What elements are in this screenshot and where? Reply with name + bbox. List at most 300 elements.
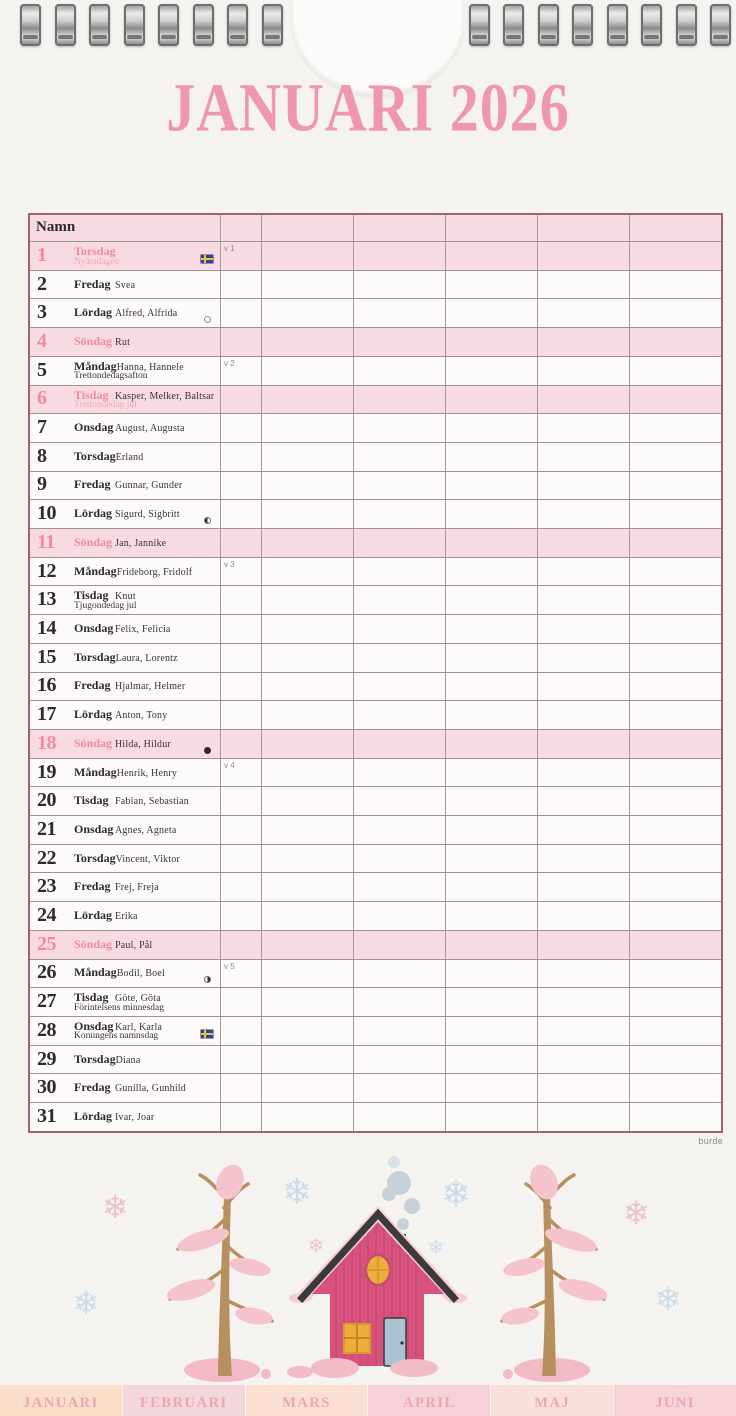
entry-cell: [629, 1046, 721, 1074]
day-text-line: [74, 736, 198, 751]
entry-cell: [537, 673, 629, 701]
spiral-loop: [503, 4, 524, 46]
entry-cell: [629, 931, 721, 959]
day-cell: [30, 644, 220, 672]
entry-cell: [445, 902, 537, 930]
entry-cell: [537, 242, 629, 270]
entry-cell: [353, 615, 445, 643]
day-note: Tjugondedag jul: [74, 600, 137, 611]
entry-cell: [353, 414, 445, 442]
day-number: 11: [37, 530, 55, 553]
entry-cell: [537, 988, 629, 1016]
entry-cell: [537, 271, 629, 299]
entry-cell: [445, 242, 537, 270]
entry-cell: [445, 586, 537, 614]
entry-cell: [261, 759, 353, 787]
spiral-loop: [676, 4, 697, 46]
entry-cell: [537, 357, 629, 385]
day-text-line: [74, 707, 198, 722]
weekday-label: Tisdag: [74, 387, 109, 402]
month-tab-label: MARS: [282, 1395, 331, 1411]
name-days: Karl, Karla: [115, 1021, 163, 1033]
week-cell: [220, 988, 261, 1016]
names-header-cell: [30, 215, 220, 241]
week-cell: [220, 529, 261, 557]
weekday-label: Lördag: [74, 305, 113, 320]
calendar-row-day-7: [30, 413, 721, 442]
entry-cell: [629, 673, 721, 701]
day-number: 2: [37, 272, 47, 295]
calendar-table: [28, 213, 723, 1133]
entry-cell: [261, 386, 353, 414]
spiral-loop: [262, 4, 283, 46]
entry-cell: [445, 472, 537, 500]
day-number: 25: [37, 932, 56, 955]
entry-cell: [537, 701, 629, 729]
week-cell: [220, 472, 261, 500]
entry-cell: [353, 759, 445, 787]
entry-cell: [261, 816, 353, 844]
entry-cell: [537, 500, 629, 528]
week-number: v 1: [224, 244, 235, 253]
calendar-row-day-9: [30, 471, 721, 500]
name-days: Knut: [115, 591, 136, 603]
name-days: Gunilla, Gunhild: [115, 1083, 186, 1095]
entry-cell: [629, 529, 721, 557]
entry-cell: [353, 1074, 445, 1102]
week-cell: [220, 1017, 261, 1045]
calendar-row-day-29: [30, 1045, 721, 1074]
calendar-row-day-22: [30, 844, 721, 873]
entry-cell: [261, 1103, 353, 1131]
entry-cell: [629, 960, 721, 988]
week-cell: [220, 701, 261, 729]
entry-cell: [629, 816, 721, 844]
entry-cell: [537, 902, 629, 930]
entry-cell: [353, 816, 445, 844]
day-text-line: [74, 563, 198, 578]
weekday-label: Fredag: [74, 678, 111, 693]
calendar-row-day-31: [30, 1102, 721, 1131]
entry-cell: [261, 845, 353, 873]
entry-cell: [353, 845, 445, 873]
weekday-label: Fredag: [74, 477, 111, 492]
entry-cell: [261, 500, 353, 528]
name-days: Fabian, Sebastian: [115, 796, 189, 808]
calendar-row-day-10: [30, 499, 721, 528]
week-cell: [220, 1046, 261, 1074]
day-text-line: [74, 1109, 198, 1124]
weekday-label: Fredag: [74, 879, 111, 894]
calendar-row-day-11: [30, 528, 721, 557]
entry-cell: [537, 960, 629, 988]
spiral-loop: [710, 4, 731, 46]
weekday-label: Torsdag: [74, 244, 116, 258]
entry-cell: [629, 500, 721, 528]
entry-cell: [537, 644, 629, 672]
month-tab-label: APRIL: [403, 1395, 456, 1411]
week-cell: [220, 271, 261, 299]
day-note: Förintelsens minnesdag: [74, 1002, 164, 1013]
day-cell: [30, 1103, 220, 1131]
entry-cell: [537, 586, 629, 614]
entry-cell: [537, 816, 629, 844]
day-text-line: [74, 851, 198, 866]
week-cell: [220, 328, 261, 356]
entry-cell: [537, 414, 629, 442]
swedish-flag-icon: [201, 255, 213, 263]
day-text-line: [74, 276, 198, 291]
day-number: 15: [37, 645, 56, 668]
entry-cell: [353, 644, 445, 672]
calendar-row-day-14: [30, 614, 721, 643]
name-days: Anton, Tony: [115, 709, 168, 721]
week-cell: [220, 673, 261, 701]
spiral-loop: [55, 4, 76, 46]
entry-cell: [445, 730, 537, 758]
header-entry-cell: [537, 215, 629, 241]
entry-cell: [445, 443, 537, 471]
spiral-loop: [158, 4, 179, 46]
entry-cell: [445, 328, 537, 356]
calendar-row-day-30: [30, 1073, 721, 1102]
entry-cell: [629, 730, 721, 758]
svg-text:❄: ❄: [281, 1172, 313, 1213]
entry-cell: [353, 1103, 445, 1131]
day-number: 8: [37, 444, 47, 467]
day-number: 12: [37, 559, 56, 582]
entry-cell: [537, 1074, 629, 1102]
day-cell: [30, 873, 220, 901]
day-text-line: [74, 908, 198, 923]
entry-cell: [629, 902, 721, 930]
svg-text:❄: ❄: [101, 1188, 129, 1226]
entry-cell: [629, 845, 721, 873]
month-tabs: [0, 1385, 736, 1416]
entry-cell: [353, 529, 445, 557]
entry-cell: [629, 386, 721, 414]
entry-cell: [261, 586, 353, 614]
calendar-row-day-27: [30, 987, 721, 1016]
spiral-loop: [193, 4, 214, 46]
entry-cell: [261, 873, 353, 901]
week-cell: [220, 500, 261, 528]
entry-cell: [445, 1074, 537, 1102]
calendar-row-day-18: [30, 729, 721, 758]
weekday-label: Måndag: [74, 764, 117, 779]
name-days: Agnes, Agneta: [115, 824, 177, 836]
day-text-line: [74, 879, 198, 894]
spiral-loop: [227, 4, 248, 46]
entry-cell: [261, 1046, 353, 1074]
day-text-line: [74, 621, 198, 636]
name-days: Diana: [115, 1054, 141, 1066]
day-cell: [30, 529, 220, 557]
name-days: Hanna, Hannele: [116, 361, 184, 373]
calendar-row-day-19: [30, 758, 721, 787]
new-moon-icon: [204, 747, 211, 754]
day-number: 26: [37, 961, 56, 984]
entry-cell: [629, 443, 721, 471]
day-number: 24: [37, 904, 56, 927]
entry-cell: [629, 414, 721, 442]
entry-cell: [261, 1074, 353, 1102]
entry-cell: [629, 1103, 721, 1131]
week-cell: [220, 845, 261, 873]
week-cell: [220, 902, 261, 930]
entry-cell: [261, 328, 353, 356]
month-tab-april: [367, 1385, 490, 1416]
name-days: Paul, Pål: [115, 939, 153, 951]
entry-cell: [629, 299, 721, 327]
spiral-loop: [89, 4, 110, 46]
entry-cell: [353, 1017, 445, 1045]
entry-cell: [629, 787, 721, 815]
day-text-line: [74, 650, 198, 665]
entry-cell: [261, 730, 353, 758]
name-days: Felix, Felicia: [115, 623, 171, 635]
spiral-loop: [572, 4, 593, 46]
entry-cell: [629, 242, 721, 270]
month-tab-maj: [490, 1385, 613, 1416]
week-cell: [220, 357, 261, 385]
entry-cell: [629, 1017, 721, 1045]
entry-cell: [629, 328, 721, 356]
entry-cell: [537, 472, 629, 500]
name-days: Rut: [115, 336, 131, 348]
entry-cell: [261, 615, 353, 643]
entry-cell: [629, 271, 721, 299]
calendar-row-day-8: [30, 442, 721, 471]
entry-cell: [353, 787, 445, 815]
spiral-loop: [607, 4, 628, 46]
week-cell: [220, 816, 261, 844]
entry-cell: [537, 328, 629, 356]
day-text-line: [74, 449, 198, 464]
calendar-row-day-12: [30, 557, 721, 586]
day-note: Trettondedag jul: [74, 400, 137, 411]
entry-cell: [445, 529, 537, 557]
month-tab-label: FEBRUARI: [139, 1395, 228, 1411]
entry-cell: [445, 759, 537, 787]
entry-cell: [353, 328, 445, 356]
entry-cell: [629, 759, 721, 787]
day-note: Nyårsdagen: [74, 256, 120, 267]
entry-cell: [445, 701, 537, 729]
day-number: 17: [37, 703, 56, 726]
entry-cell: [261, 960, 353, 988]
table-header-row: [30, 215, 721, 241]
calendar-row-day-25: [30, 930, 721, 959]
weekday-label: Söndag: [74, 735, 113, 750]
entry-cell: [353, 271, 445, 299]
entry-cell: [537, 759, 629, 787]
full-moon-icon: [204, 316, 211, 323]
name-days: Hilda, Hildur: [115, 738, 171, 750]
entry-cell: [445, 1017, 537, 1045]
weekday-label: Söndag: [74, 333, 113, 348]
day-note: Trettondedagsafton: [74, 371, 148, 382]
entry-cell: [353, 386, 445, 414]
month-title: JANUARI 2026: [166, 69, 570, 146]
day-cell: [30, 1046, 220, 1074]
spiral-loop: [20, 4, 41, 46]
weekday-label: Lördag: [74, 1108, 113, 1123]
month-tab-label: MAJ: [534, 1395, 571, 1411]
calendar-row-day-13: [30, 585, 721, 614]
calendar-row-day-24: [30, 901, 721, 930]
day-number: 18: [37, 731, 56, 754]
month-tab-januari: [0, 1385, 122, 1416]
calendar-row-day-5: [30, 356, 721, 385]
svg-text:❄: ❄: [622, 1194, 650, 1232]
entry-cell: [353, 931, 445, 959]
entry-cell: [445, 673, 537, 701]
entry-cell: [445, 271, 537, 299]
weekday-label: Tisdag: [74, 793, 109, 808]
name-days: Erika: [115, 910, 138, 922]
weekday-label: Fredag: [74, 1080, 111, 1095]
day-text-line: [74, 305, 198, 320]
entry-cell: [353, 960, 445, 988]
weekday-label: Måndag: [74, 965, 117, 980]
name-days: Frideborg, Fridolf: [116, 566, 193, 578]
week-number: v 4: [224, 760, 235, 770]
entry-cell: [537, 873, 629, 901]
day-number: 10: [37, 502, 56, 525]
svg-text:❄: ❄: [428, 1237, 444, 1259]
entry-cell: [537, 845, 629, 873]
weekday-label: Lördag: [74, 907, 113, 922]
entry-cell: [445, 644, 537, 672]
entry-cell: [353, 443, 445, 471]
weekday-label: Söndag: [74, 534, 113, 549]
weekday-label: Onsdag: [74, 620, 114, 635]
header-entry-cell: [261, 215, 353, 241]
entry-cell: [445, 960, 537, 988]
name-days: Henrik, Henry: [116, 767, 178, 779]
entry-cell: [445, 558, 537, 586]
entry-cell: [629, 558, 721, 586]
entry-cell: [261, 673, 353, 701]
day-number: 19: [37, 760, 56, 783]
name-days: Hjalmar, Helmer: [115, 681, 186, 693]
name-days: Erland: [115, 451, 144, 463]
name-days: Göte, Göta: [115, 993, 161, 1005]
entry-cell: [261, 443, 353, 471]
entry-cell: [445, 615, 537, 643]
weekday-label: Söndag: [74, 936, 113, 951]
week-cell: [220, 386, 261, 414]
entry-cell: [261, 931, 353, 959]
entry-cell: [353, 472, 445, 500]
day-text-line: [74, 1080, 198, 1095]
calendar-row-day-1: [30, 241, 721, 270]
entry-cell: [445, 386, 537, 414]
day-cell: [30, 673, 220, 701]
day-cell: [30, 816, 220, 844]
weekday-label: Tisdag: [74, 588, 109, 603]
name-days: Jan, Jannike: [115, 537, 167, 549]
entry-cell: [629, 472, 721, 500]
day-cell: [30, 759, 220, 787]
day-number: 27: [37, 990, 56, 1013]
day-cell: [30, 988, 220, 1016]
entry-cell: [261, 242, 353, 270]
week-cell: [220, 931, 261, 959]
week-number: v 2: [224, 358, 235, 368]
week-cell: [220, 644, 261, 672]
day-text-line: [74, 793, 198, 808]
header-entry-cell: [445, 215, 537, 241]
week-cell: [220, 558, 261, 586]
svg-text:❄: ❄: [308, 1235, 324, 1257]
entry-cell: [353, 988, 445, 1016]
weekday-label: Torsdag: [74, 1051, 116, 1066]
entry-cell: [537, 787, 629, 815]
day-number: 22: [37, 846, 56, 869]
entry-cell: [445, 988, 537, 1016]
name-days: Frej, Freja: [115, 882, 159, 894]
entry-cell: [445, 1046, 537, 1074]
weekday-label: Torsdag: [74, 649, 116, 664]
entry-cell: [629, 988, 721, 1016]
day-text-line: [74, 822, 198, 837]
winter-illustration: [0, 1148, 736, 1388]
day-text-line: [74, 678, 198, 693]
name-days: Bodil, Boel: [116, 968, 166, 980]
name-days: Laura, Lorentz: [115, 652, 178, 664]
day-text-line: [74, 937, 198, 952]
entry-cell: [261, 644, 353, 672]
spiral-loop: [124, 4, 145, 46]
weekday-label: Onsdag: [74, 821, 114, 836]
calendar-row-day-4: [30, 327, 721, 356]
week-cell: [220, 873, 261, 901]
day-number: 16: [37, 674, 56, 697]
weekday-label: Måndag: [74, 563, 117, 578]
entry-cell: [353, 730, 445, 758]
day-text-line: [74, 535, 198, 550]
entry-cell: [445, 873, 537, 901]
week-number: v 5: [224, 961, 235, 971]
day-cell: [30, 242, 220, 270]
week-cell: [220, 414, 261, 442]
weekday-label: Fredag: [74, 276, 111, 291]
day-cell: [30, 586, 220, 614]
name-days: Vincent, Viktor: [115, 853, 180, 865]
day-cell: [30, 1017, 220, 1045]
day-text-line: [74, 334, 198, 349]
entry-cell: [445, 845, 537, 873]
name-days: Alfred, Alfrida: [115, 308, 178, 320]
entry-cell: [353, 902, 445, 930]
week-cell: [220, 730, 261, 758]
weekday-label: Onsdag: [74, 419, 114, 434]
day-text-line: [74, 764, 198, 779]
weekday-label: Onsdag: [74, 1018, 114, 1033]
day-cell: [30, 931, 220, 959]
weekday-label: Tisdag: [74, 990, 109, 1005]
calendar-row-day-21: [30, 815, 721, 844]
day-cell: [30, 500, 220, 528]
entry-cell: [445, 500, 537, 528]
entry-cell: [629, 586, 721, 614]
first-moon-icon: [204, 976, 211, 983]
week-header-cell: [220, 215, 261, 241]
entry-cell: [537, 615, 629, 643]
name-days: Ivar, Joar: [115, 1111, 155, 1123]
